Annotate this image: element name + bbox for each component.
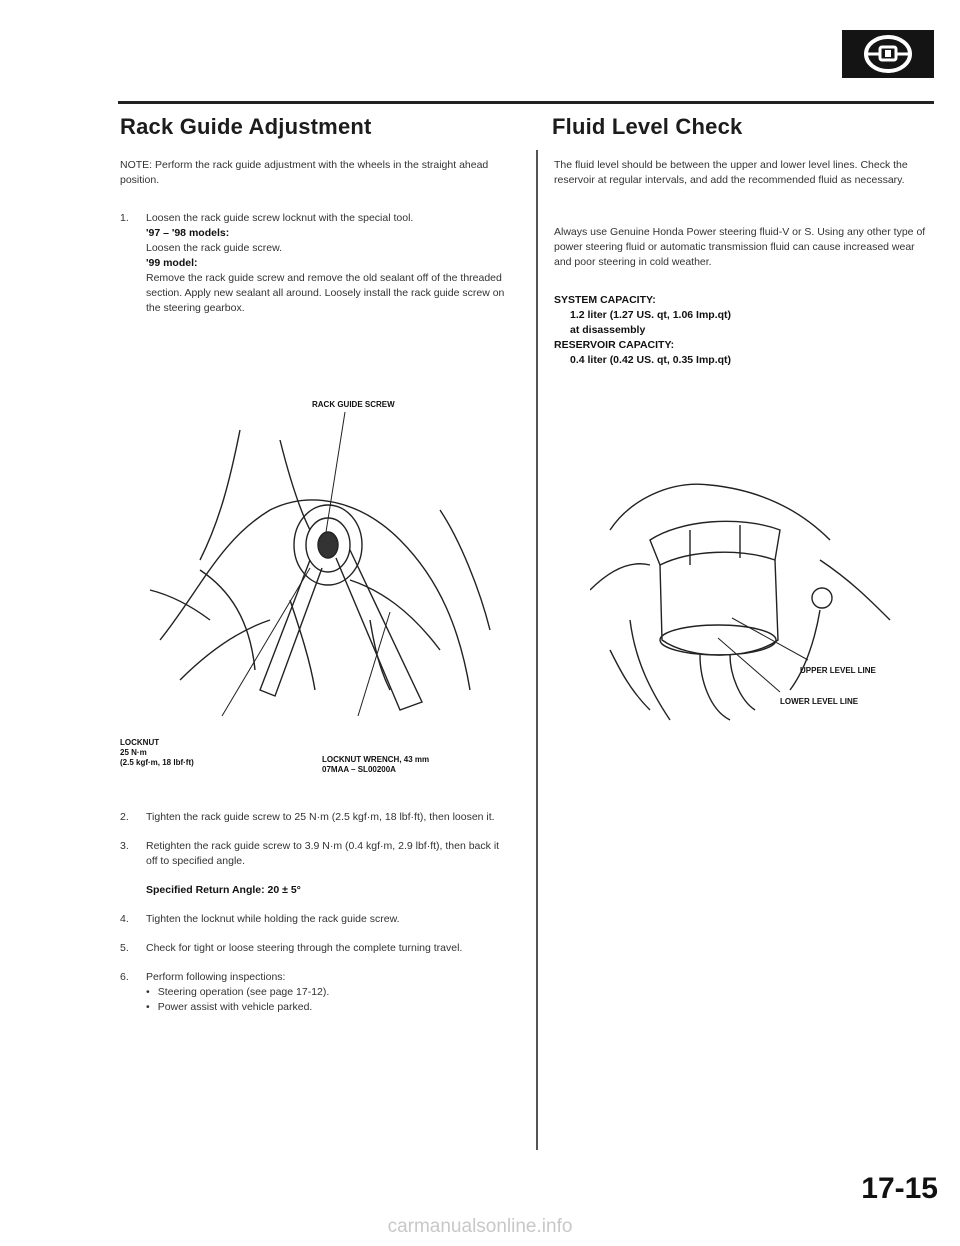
step-list-2	[120, 810, 512, 1015]
locknut-torque: 25 N·m	[120, 748, 147, 757]
bullet-icon: •	[146, 1001, 150, 1013]
spec-angle-row	[120, 883, 512, 898]
step-list-1	[120, 211, 512, 316]
wrench-label: LOCKNUT WRENCH, 43 mm	[322, 755, 430, 764]
note-text: NOTE: Perform the rack guide adjustment with the wheels in the straight ahead position.	[120, 159, 489, 186]
header-rule	[118, 101, 934, 104]
spec-return-angle: Specified Return Angle: 20 ± 5°	[146, 884, 301, 896]
models-label: '99 model:	[146, 257, 198, 269]
models-text: Loosen the rack guide screw.	[146, 242, 282, 254]
step-number: 1.	[120, 212, 129, 224]
step-number: 6.	[120, 971, 129, 983]
callout-locknut	[120, 738, 194, 768]
reservoir-capacity-label: RESERVOIR CAPACITY:	[554, 339, 675, 351]
system-capacity-label: SYSTEM CAPACITY:	[554, 294, 656, 306]
steering-wheel-icon	[861, 34, 915, 74]
fluid-para-2: Always use Genuine Honda Power steering fluid-V or S. Using any other type of power steering fluid or automatic transmission fluid can cause increased wear and poor steering in cold weather.	[554, 226, 926, 268]
page-title-fluid-level: Fluid Level Check	[552, 114, 743, 139]
step-text: Perform following inspections:	[146, 971, 286, 983]
list-item	[146, 1000, 329, 1015]
fluid-para-1: The fluid level should be between the upper and lower level lines. Check the reservoir at regular intervals, and add the recommended fluid as necessary.	[554, 159, 908, 186]
step-number: 3.	[120, 840, 129, 852]
callout-locknut-wrench	[322, 755, 429, 775]
locknut-torque-alt: (2.5 kgf·m, 18 lbf·ft)	[120, 758, 194, 767]
step-number: 4.	[120, 913, 129, 925]
models-label: '97 – '98 models:	[146, 227, 230, 239]
section-logo	[842, 30, 934, 78]
capacity-block	[554, 293, 934, 368]
page-number: 17-15	[861, 1172, 938, 1205]
step-1	[120, 211, 512, 316]
models-text: Remove the rack guide screw and remove the old sealant off of the threaded section. Apply new sealant all around. Loosely install the rack guide screw on the steering gearbox.	[146, 272, 505, 314]
step-text: Check for tight or loose steering through the complete turning travel.	[146, 942, 463, 954]
step-text: Retighten the rack guide screw to 3.9 N·m (0.4 kgf·m, 2.9 lbf·ft), then back it off to specified angle.	[146, 840, 500, 867]
callout-upper-level-line: UPPER LEVEL LINE	[800, 666, 876, 675]
column-divider	[536, 150, 538, 1150]
system-capacity-value: 1.2 liter (1.27 US. qt, 1.06 Imp.qt)	[570, 309, 732, 321]
step-2	[120, 810, 512, 825]
step-5	[120, 941, 512, 956]
step-text: Tighten the rack guide screw to 25 N·m (2.5 kgf·m, 18 lbf·ft), then loosen it.	[146, 811, 495, 823]
callout-lower-level-line: LOWER LEVEL LINE	[780, 697, 859, 706]
reservoir-capacity-value: 0.4 liter (0.42 US. qt, 0.35 Imp.qt)	[570, 354, 732, 366]
step-6	[120, 970, 512, 1015]
rack-guide-illustration	[140, 390, 520, 730]
step-text: Loosen the rack guide screw locknut with the special tool.	[146, 212, 414, 224]
reservoir-illustration	[590, 470, 920, 740]
wrench-part-number: 07MAA – SL00200A	[322, 765, 396, 774]
bullet-text: Power assist with vehicle parked.	[157, 1001, 313, 1013]
step-number: 5.	[120, 942, 129, 954]
watermark: carmanualsonline.info	[387, 1216, 573, 1237]
list-item	[146, 985, 329, 1000]
page-title-rack-guide: Rack Guide Adjustment	[120, 114, 372, 139]
locknut-label: LOCKNUT	[120, 738, 160, 747]
step-text: Tighten the locknut while holding the rack guide screw.	[146, 913, 400, 925]
step-3	[120, 839, 512, 869]
system-capacity-note: at disassembly	[570, 324, 646, 336]
callout-rack-guide-screw: RACK GUIDE SCREW	[312, 400, 395, 409]
step-number: 2.	[120, 811, 129, 823]
step-4	[120, 912, 512, 927]
bullet-text: Steering operation (see page 17-12).	[157, 986, 330, 998]
bullet-icon: •	[146, 986, 150, 998]
